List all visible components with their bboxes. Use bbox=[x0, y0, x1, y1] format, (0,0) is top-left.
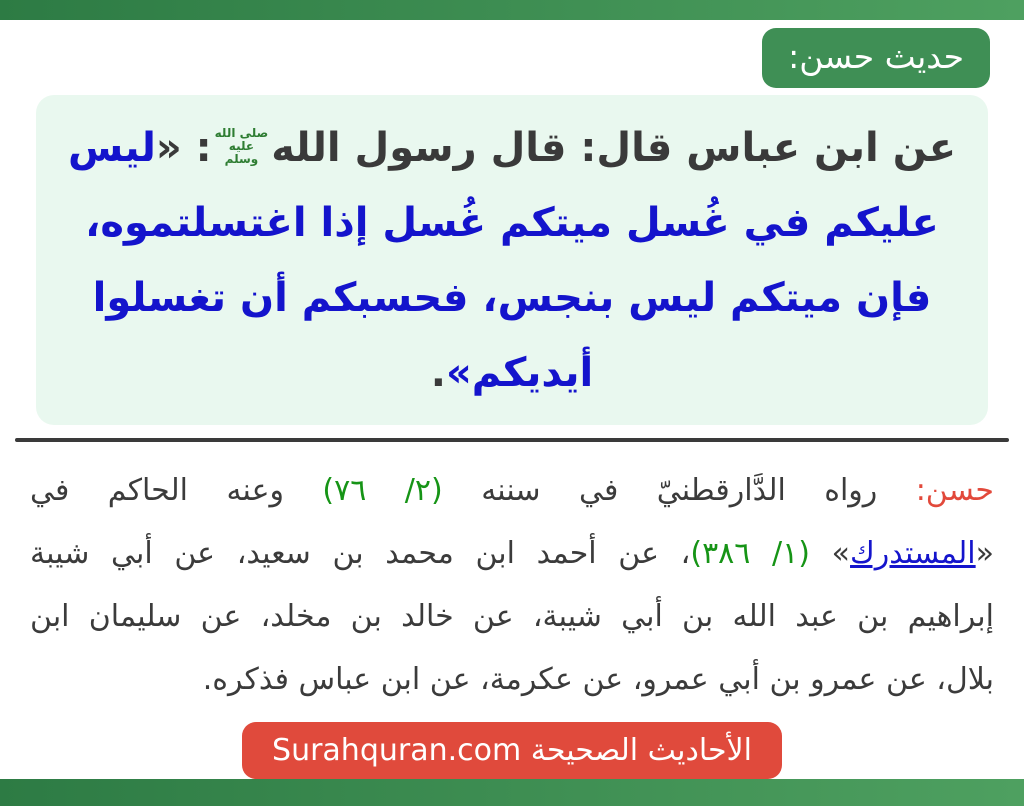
sallallahu-mid: عليه bbox=[228, 138, 255, 153]
close-guillemet: » bbox=[831, 536, 851, 571]
narration-intro: عن ابن عباس قال: قال رسول الله bbox=[271, 125, 957, 171]
sunan-reference: (٢/ ٧٦) bbox=[322, 473, 443, 508]
site-badge[interactable]: الأحاديث الصحيحة Surahquran.com bbox=[242, 722, 782, 779]
hadith-quote-end: أيديكم» bbox=[445, 350, 594, 396]
takhrij-paragraph bbox=[30, 459, 994, 711]
sallallahu-ligature-icon bbox=[215, 127, 269, 166]
after-saw: : « bbox=[155, 125, 212, 171]
takhrij-line-4: بلال، عن عمرو بن أبي عمرو، عن عكرمة، عن ابن عباس فذكره. bbox=[202, 662, 994, 697]
top-green-bar bbox=[0, 0, 1024, 20]
takhrij-line-3: إبراهيم بن عبد الله بن أبي شيبة، عن خالد بن مخلد، عن سليمان ابن bbox=[30, 599, 994, 634]
bottom-green-bar bbox=[0, 779, 1024, 806]
hadith-period: . bbox=[430, 350, 446, 396]
sallallahu-bottom: وسلم bbox=[224, 151, 259, 166]
hadith-quote-start: ليس bbox=[67, 125, 156, 171]
mustadrak-link[interactable]: المستدرك bbox=[850, 536, 976, 571]
open-guillemet: « bbox=[975, 536, 994, 571]
hadith-line-3: فإن ميتكم ليس بنجس، فحسبكم أن تغسلوا bbox=[92, 275, 932, 321]
takhrij-text-1: رواه الدَّارقطنيّ في سننه bbox=[481, 473, 878, 508]
hasan-grade-label: حسن: bbox=[915, 473, 994, 508]
hadith-line-1 bbox=[58, 111, 966, 186]
takhrij-line-2 bbox=[30, 522, 994, 585]
hadith-grade-badge: حديث حسن: bbox=[762, 28, 990, 88]
mustadrak-reference: (١/ ٣٨٦) bbox=[690, 536, 811, 571]
hadith-line-4 bbox=[58, 336, 966, 411]
divider-line bbox=[15, 438, 1009, 442]
sallallahu-top: صلى الله bbox=[214, 125, 269, 140]
takhrij-text-2: وعنه الحاكم في bbox=[30, 473, 284, 508]
hadith-text-box bbox=[36, 95, 988, 425]
takhrij-chain-1: ، عن أحمد ابن محمد بن سعيد، عن أبي شيبة bbox=[30, 536, 691, 571]
hadith-line-2: عليكم في غُسل ميتكم غُسل إذا اغتسلتموه، bbox=[85, 200, 939, 246]
takhrij-line-1 bbox=[30, 459, 994, 522]
